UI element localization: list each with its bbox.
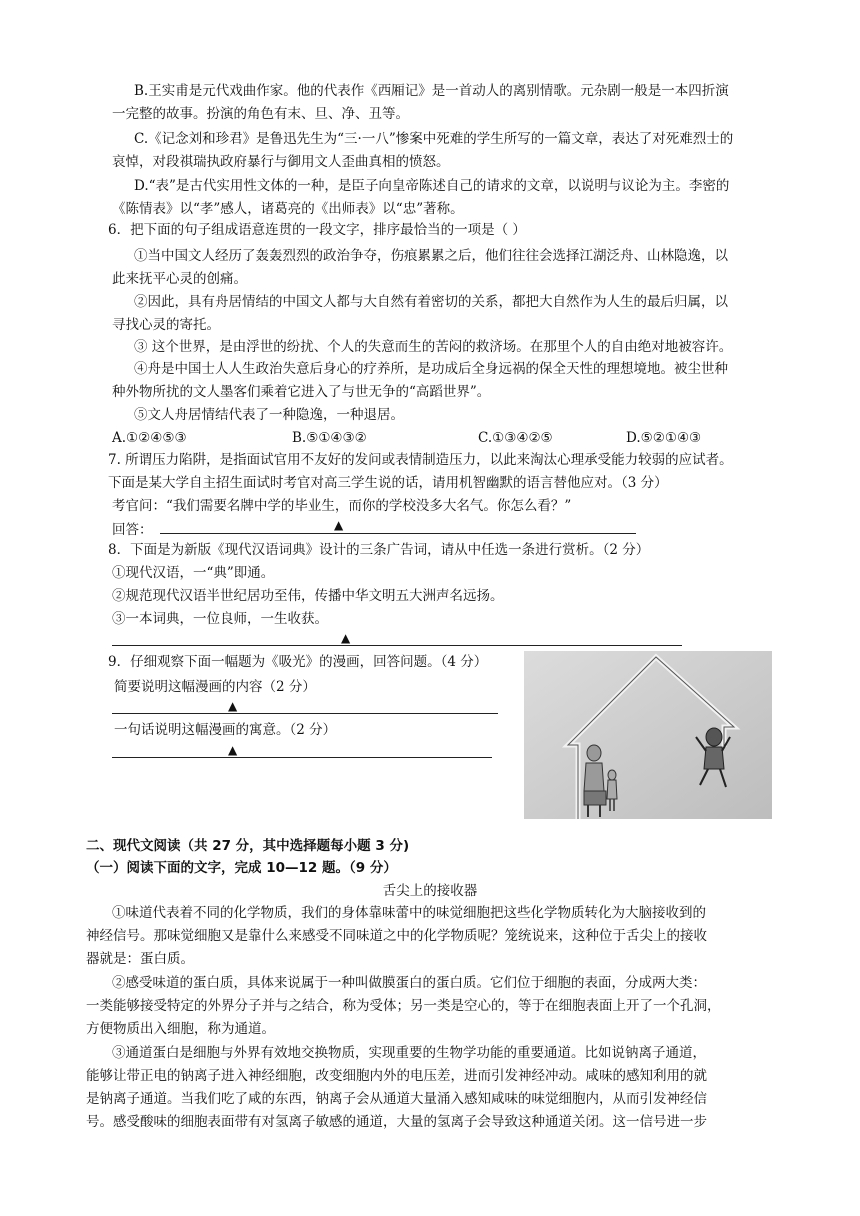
q9-sub-question-2: 一句话说明这幅漫画的寓意。（2 分） — [114, 722, 337, 738]
q9-answer2-marker: ▲ — [228, 743, 238, 757]
q7-answer-label: 回答： — [112, 522, 153, 538]
paragraph-3-line4: 号。感受酸味的细胞表面带有对氢离子敏感的通道，大量的氢离子会导致这种通道关闭。这一信号进一步 — [86, 1114, 707, 1130]
q8-stem: 8．下面是为新版《现代汉语词典》设计的三条广告词，请从中任选一条进行赏析。（2 分） — [108, 542, 650, 558]
q6-option-d: D.⑤②①④③ — [626, 430, 702, 446]
article-title: 舌尖上的接收器 — [382, 883, 478, 899]
q6-sentence-4-line2: 种外物所扰的文人墨客们乘着它进入了与世无争的“高蹈世界”。 — [112, 384, 491, 400]
q8-ad-1: ①现代汉语，一“典”即通。 — [112, 565, 275, 581]
q6-sentence-2-line1: ②因此，具有舟居情结的中国文人都与大自然有着密切的关系，都把大自然作为人生的最后归属，以 — [134, 294, 728, 310]
q6-sentence-5: ⑤文人舟居情结代表了一种隐逸，一种退居。 — [134, 407, 404, 423]
q6-sentence-3: ③ 这个世界，是由浮世的纷扰、个人的失意而生的苦闷的救济场。在那里个人的自由绝对地被容许。 — [134, 339, 733, 355]
paragraph-3-line2: 能够让带正电的钠离子进入神经细胞，改变细胞内外的电压差，进而引发神经冲动。咸味的感知利用的就 — [86, 1068, 707, 1084]
paragraph-2-line1: ②感受味道的蛋白质，具体来说属于一种叫做膜蛋白的蛋白质。它们位于细胞的表面，分成两大类： — [112, 975, 706, 991]
q9-answer1-line[interactable] — [112, 713, 498, 714]
paragraph-3-line1: ③通道蛋白是细胞与外界有效地交换物质，实现重要的生物学功能的重要通道。比如说钠离子通道， — [112, 1045, 706, 1061]
cartoon-drawing — [524, 651, 772, 819]
q9-answer2-line[interactable] — [112, 757, 492, 758]
q6-sentence-1-line2: 此来抚平心灵的创痛。 — [112, 271, 247, 287]
q5-option-c-line2: 哀悼，对段祺瑞执政府暴行与御用文人歪曲真相的愤怒。 — [112, 154, 450, 170]
paragraph-2-line3: 方便物质出入细胞，称为通道。 — [86, 1021, 275, 1037]
cartoon-image — [524, 651, 772, 819]
q8-answer-marker: ▲ — [341, 631, 351, 645]
q5-option-d-line2: 《陈情表》以“孝”感人，诸葛亮的《出师表》以“忠”著称。 — [112, 201, 464, 217]
q6-option-b: B.⑤①④③② — [292, 430, 367, 446]
q5-option-b-line2: 一完整的故事。扮演的角色有末、旦、净、丑等。 — [112, 106, 409, 122]
q7-answer-marker: ▲ — [334, 518, 344, 532]
q9-sub-question-1: 简要说明这幅漫画的内容（2 分） — [114, 679, 316, 695]
q8-ad-3: ③一本词典，一位良师，一生收获。 — [112, 611, 328, 627]
paragraph-1-line2: 神经信号。那味觉细胞又是靠什么来感受不同味道之中的化学物质呢？笼统说来，这种位于舌尖上的接收 — [86, 928, 707, 944]
q5-option-c-line1: C.《记念刘和珍君》是鲁迅先生为“三·一八”惨案中死难的学生所写的一篇文章，表达了对死难烈士的 — [134, 131, 734, 147]
q8-ad-2: ②规范现代汉语半世纪居功至伟，传播中华文明五大洲声名远扬。 — [112, 588, 504, 604]
q6-sentence-1-line1: ①当中国文人经历了轰轰烈烈的政治争夺，伤痕累累之后，他们往往会选择江湖泛舟、山林隐逸，以 — [134, 248, 728, 264]
section-2-subheading: （一）阅读下面的文字，完成 10—12 题。（9 分） — [86, 860, 397, 876]
paragraph-2-line2: 一类能够接受特定的外界分子并与之结合，称为受体；另一类是空心的，等于在细胞表面上开了一个孔洞， — [86, 998, 721, 1014]
q6-option-a: A.①②④⑤③ — [112, 430, 187, 446]
q5-option-b-line1: B.王实甫是元代戏曲作家。他的代表作《西厢记》是一首动人的离别情歌。元杂剧一般是一本四折演 — [134, 83, 729, 99]
q6-stem: 6．把下面的句子组成语意连贯的一段文字，排序最恰当的一项是（ ） — [108, 222, 526, 238]
q9-answer1-marker: ▲ — [228, 699, 238, 713]
q6-sentence-4-line1: ④舟是中国士人人生政治失意后身心的疗养所，是功成后全身远祸的保全天性的理想境地。被尘世种 — [134, 361, 728, 377]
q9-stem: 9．仔细观察下面一幅题为《吸光》的漫画，回答问题。（4 分） — [108, 654, 488, 670]
q7-stem-line2: 下面是某大学自主招生面试时考官对高三学生说的话，请用机智幽默的语言替他应对。（3 分） — [108, 475, 668, 491]
q5-option-d-line1: D.“表”是古代实用性文体的一种，是臣子向皇帝陈述自己的请求的文章，以说明与议论为主。李密的 — [134, 178, 730, 194]
q6-sentence-2-line2: 寻找心灵的寄托。 — [112, 317, 220, 333]
q7-stem-line1: 7. 所谓压力陷阱，是指面试官用不友好的发问或表情制造压力，以此来淘汰心理承受能力较弱的应试者。 — [108, 452, 733, 468]
q8-answer-line[interactable] — [112, 645, 682, 646]
paragraph-1-line1: ①味道代表着不同的化学物质，我们的身体靠味蕾中的味觉细胞把这些化学物质转化为大脑接收到的 — [112, 905, 706, 921]
section-2-heading: 二、现代文阅读（共 27 分，其中选择题每小题 3 分) — [86, 838, 410, 854]
q7-answer-line[interactable] — [160, 533, 636, 534]
paragraph-1-line3: 器就是：蛋白质。 — [86, 951, 194, 967]
q6-option-c: C.①③④②⑤ — [478, 430, 553, 446]
paragraph-3-line3: 是钠离子通道。当我们吃了咸的东西，钠离子会从通道大量涌入感知咸味的味觉细胞内，从而引发神经信 — [86, 1091, 707, 1107]
q7-question: 考官问：“我们需要名牌中学的毕业生，而你的学校没多大名气。你怎么看？” — [112, 498, 572, 514]
